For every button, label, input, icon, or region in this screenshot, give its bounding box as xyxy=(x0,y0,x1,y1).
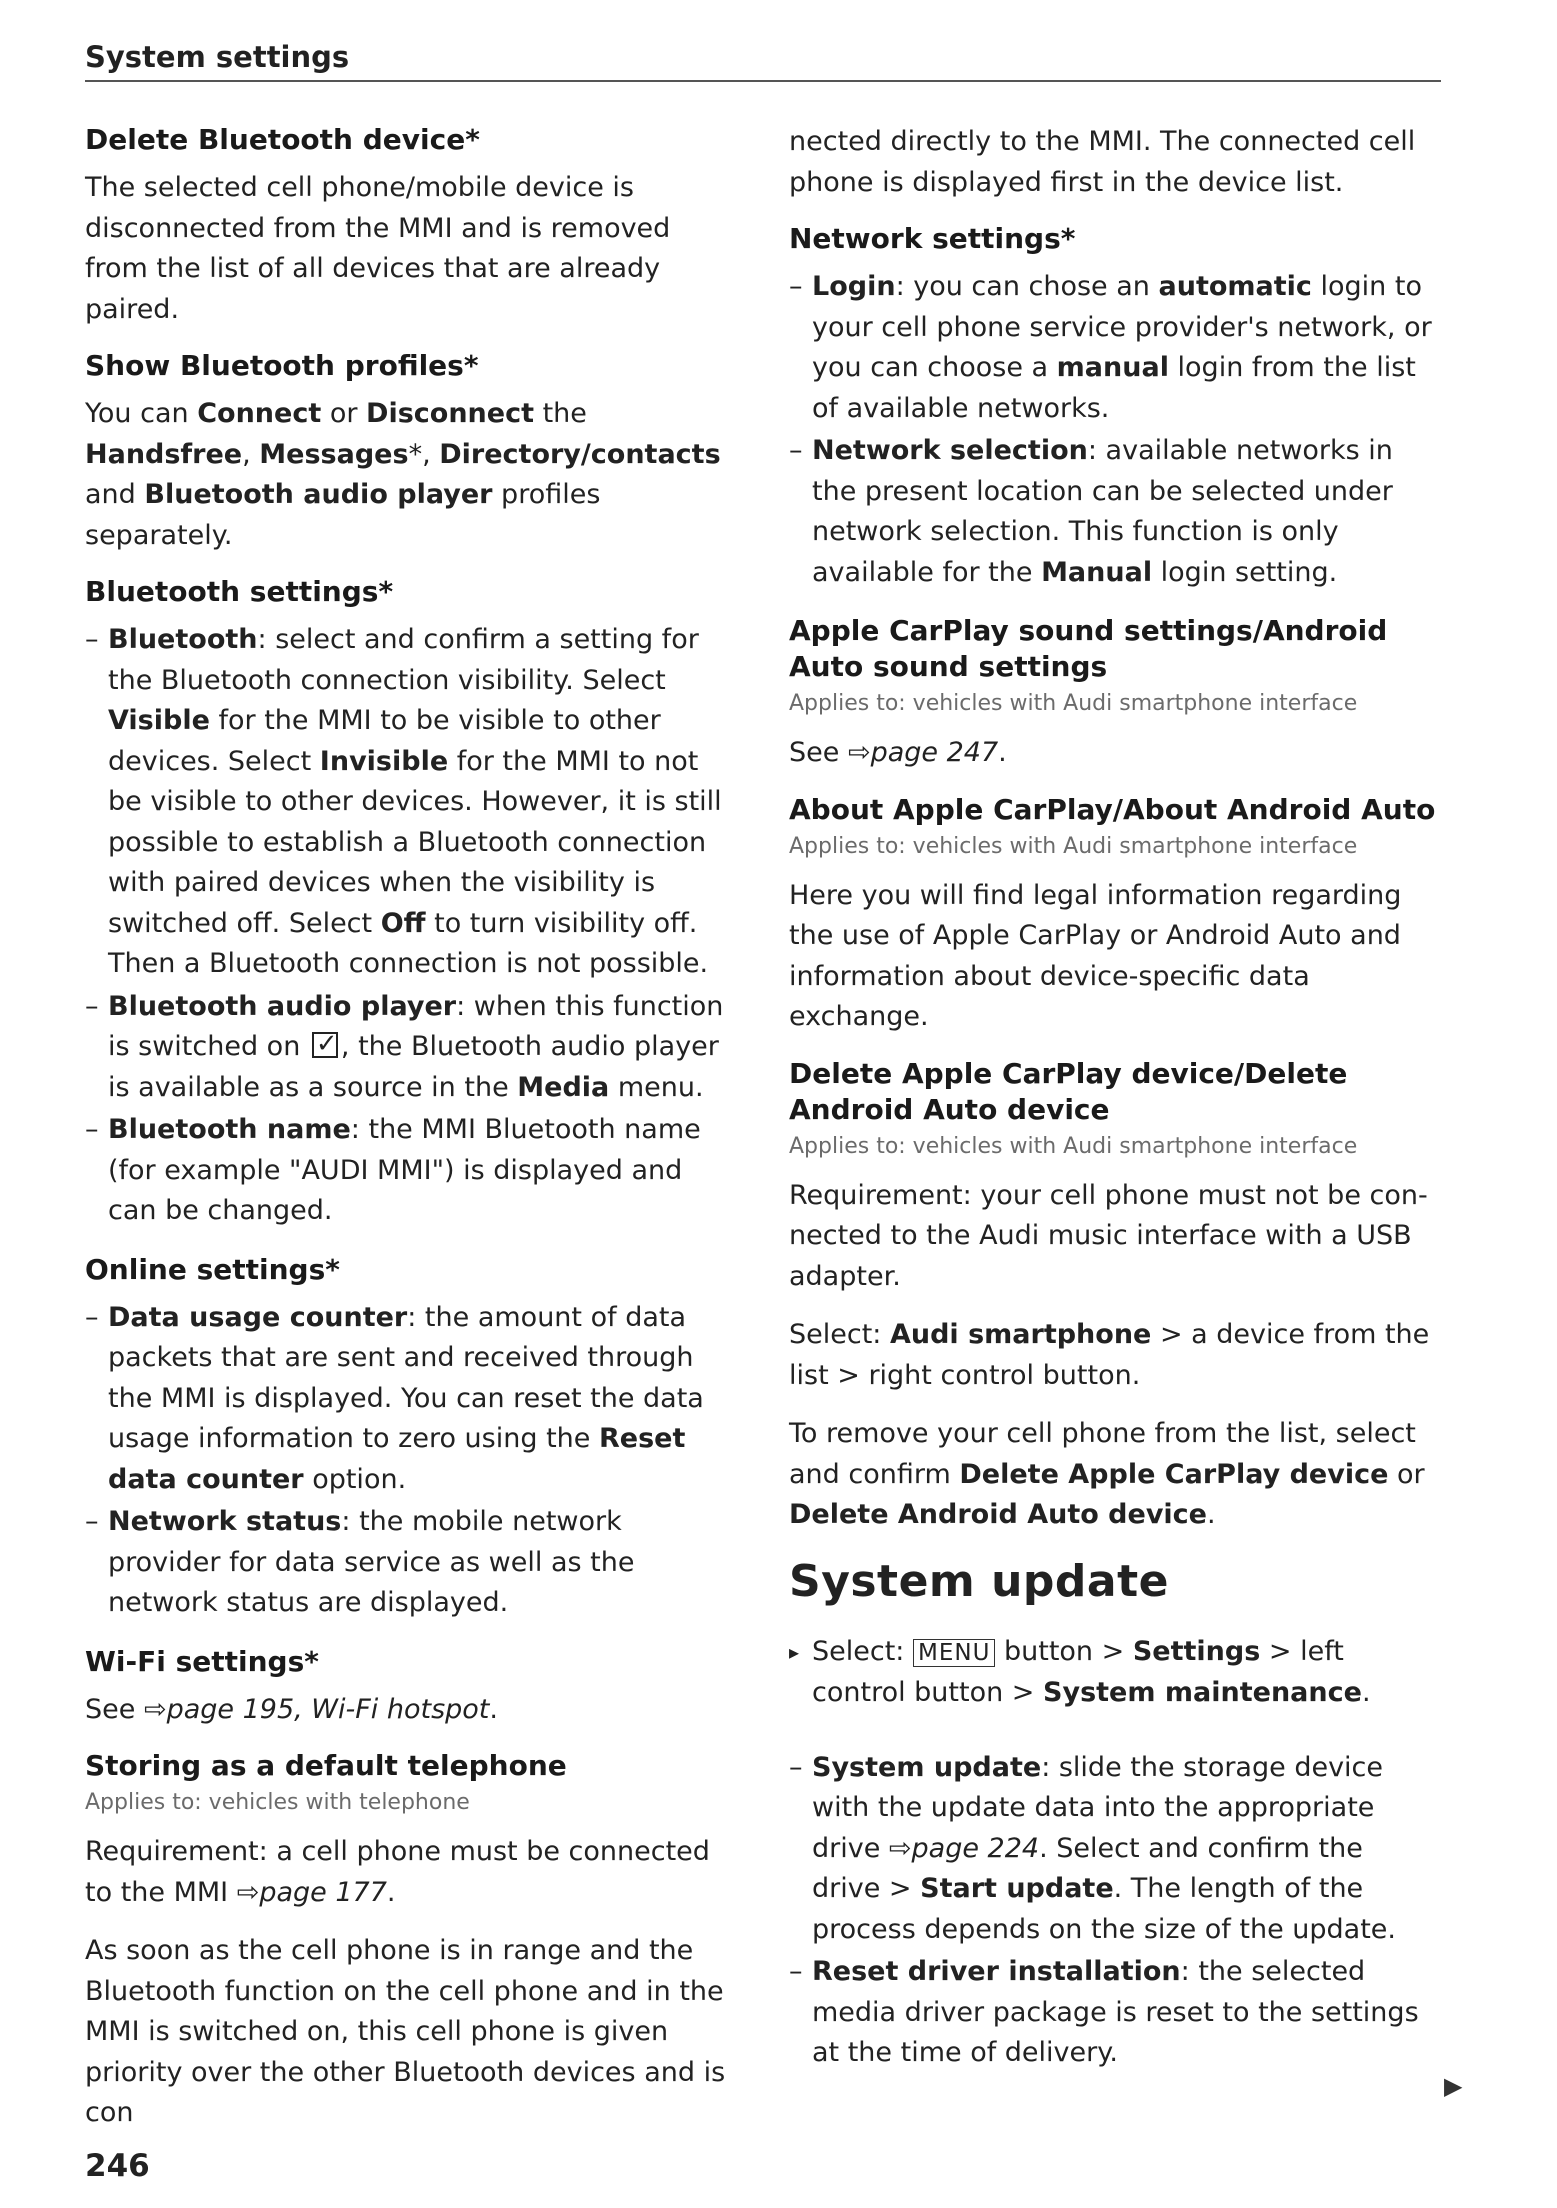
network-settings-list xyxy=(789,267,1439,593)
section-delete-bluetooth xyxy=(85,122,735,330)
carplay-sound-text: See ⇨page 247. xyxy=(789,737,1007,768)
section-default-telephone xyxy=(85,1748,735,2134)
wifi-text: See ⇨page 195, Wi-Fi hotspot. xyxy=(85,1693,498,1725)
heading-delete-carplay: Delete Apple CarPlay device/Delete Android Auto device xyxy=(789,1056,1348,1126)
left-column xyxy=(85,122,735,2152)
show-profiles-text: You can Connect or Disconnect the Handsfree, Messages*, Directory/contacts and Bluetooth audio player profiles separately. xyxy=(85,398,721,551)
online-settings-list xyxy=(85,1298,735,1624)
delete-bluetooth-text: The selected cell phone/mobile device is disconnected from the MMI and is removed from the list of all devices that are already paired. xyxy=(85,172,671,325)
system-update-step: ▸ Select: MENU button > Settings > left control button > System maintenance. xyxy=(789,1632,1439,1714)
list-item: – Login: you can chose an automatic login to your cell phone service provider's network, or you can choose a manual login from the list of available networks. xyxy=(789,267,1439,429)
delete-carplay-select: Select: Audi smartphone > a device from the list > right control button. xyxy=(789,1319,1430,1391)
heading-show-profiles: Show Bluetooth profiles* xyxy=(85,349,479,382)
section-show-profiles xyxy=(85,348,735,556)
list-item: – Reset driver installation: the selected media driver package is reset to the settings at the time of delivery. xyxy=(789,1952,1439,2074)
step-arrow-icon: ▸ xyxy=(789,1639,800,1664)
checkbox-checked-icon xyxy=(312,1032,338,1058)
applies-to-note: Applies to: vehicles with Audi smartphone interface xyxy=(789,1133,1358,1159)
heading-network-settings: Network settings* xyxy=(789,222,1076,255)
heading-delete-bluetooth: Delete Bluetooth device* xyxy=(85,123,480,156)
section-system-update xyxy=(789,1554,1439,2074)
heading-about-carplay: About Apple CarPlay/About Android Auto xyxy=(789,792,1436,826)
heading-system-update: System update xyxy=(789,1555,1169,1607)
section-carplay-sound xyxy=(789,613,1439,774)
page-reference-link[interactable]: ⇨page 247 xyxy=(847,737,999,768)
continued-text: nected directly to the MMI. The connected cell phone is displayed first in the device list. xyxy=(789,126,1416,198)
section-wifi-settings xyxy=(85,1644,735,1731)
about-carplay-text: Here you will find legal information regarding the use of Apple CarPlay or Android Auto and information about device-specific data exchange. xyxy=(789,879,1402,1032)
heading-default-telephone: Storing as a default telephone xyxy=(85,1749,567,1782)
right-column xyxy=(789,122,1439,2094)
list-item: – Bluetooth name: the MMI Bluetooth name (for example "AUDI MMI") is displayed and can be changed. xyxy=(85,1110,735,1232)
page-reference-link[interactable]: ⇨page 224 xyxy=(888,1832,1040,1864)
section-online-settings xyxy=(85,1252,735,1624)
list-item: – Bluetooth: select and confirm a setting for the Bluetooth connection visibility. Select Visible for the MMI to be visible to other devices. Select Invisible for the MMI to not be visible to other devices. However, it is still possible to establish a Bluetooth connection with paired devices when the visibility is switched off. Select Off to turn visibility off. Then a Bluetooth connection is not possible. xyxy=(85,620,735,985)
continue-arrow-icon: ▶ xyxy=(1444,2072,1463,2100)
heading-online-settings: Online settings* xyxy=(85,1252,340,1286)
page-reference-link[interactable]: ⇨page 195, Wi-Fi hotspot xyxy=(143,1693,490,1725)
applies-to-note: Applies to: vehicles with Audi smartphone interface xyxy=(789,691,1358,716)
system-update-list xyxy=(789,1748,1439,2074)
list-item: – Network status: the mobile network provider for data service as well as the network status are displayed. xyxy=(85,1502,735,1624)
heading-wifi-settings: Wi-Fi settings* xyxy=(85,1644,319,1678)
applies-to-note: Applies to: vehicles with Audi smartphone interface xyxy=(789,833,1358,859)
list-item: – Data usage counter: the amount of data packets that are sent and received through the MMI is displayed. You can reset the data usage information to zero using the Reset data counter option. xyxy=(85,1298,735,1501)
page-reference-link[interactable]: ⇨page 177 xyxy=(236,1876,387,1908)
section-about-carplay xyxy=(789,792,1439,1038)
menu-key-label: MENU xyxy=(913,1639,995,1667)
default-telephone-requirement: Requirement: a cell phone must be connected to the MMI ⇨page 177. xyxy=(85,1836,710,1908)
section-delete-carplay xyxy=(789,1056,1439,1536)
applies-to-note: Applies to: vehicles with telephone xyxy=(85,1790,470,1815)
chapter-title: System settings xyxy=(85,40,350,74)
page-header xyxy=(85,40,1441,82)
heading-carplay-sound: Apple CarPlay sound settings/Android Auto sound settings xyxy=(789,614,1388,683)
default-telephone-text: As soon as the cell phone is in range and the Bluetooth function on the cell phone and in the MMI is switched on, this cell phone is given priority over the other Bluetooth devices and is con xyxy=(85,1935,726,2128)
list-item: – Bluetooth audio player: when this function is switched on ✓, the Bluetooth audio player is available as a source in the Media menu. xyxy=(85,987,735,1109)
delete-carplay-requirement: Requirement: your cell phone must not be connected to the Audi music interface with a USB adapter. xyxy=(789,1179,1428,1292)
bluetooth-settings-list xyxy=(85,620,735,1232)
list-item: – Network selection: available networks in the present location can be selected under network selection. This function is only available for the Manual login setting. xyxy=(789,431,1439,593)
delete-carplay-remove: To remove your cell phone from the list, select and confirm Delete Apple CarPlay device or Delete Android Auto device. xyxy=(789,1418,1425,1530)
section-bluetooth-settings xyxy=(85,574,735,1232)
page-number: 246 xyxy=(85,2148,150,2184)
heading-bluetooth-settings: Bluetooth settings* xyxy=(85,575,394,608)
list-item: – System update: slide the storage device with the update data into the appropriate drive ⇨page 224. Select and confirm the drive > Start update. The length of the process depends on the size of the update. xyxy=(789,1748,1439,1951)
section-network-settings xyxy=(789,221,1439,593)
